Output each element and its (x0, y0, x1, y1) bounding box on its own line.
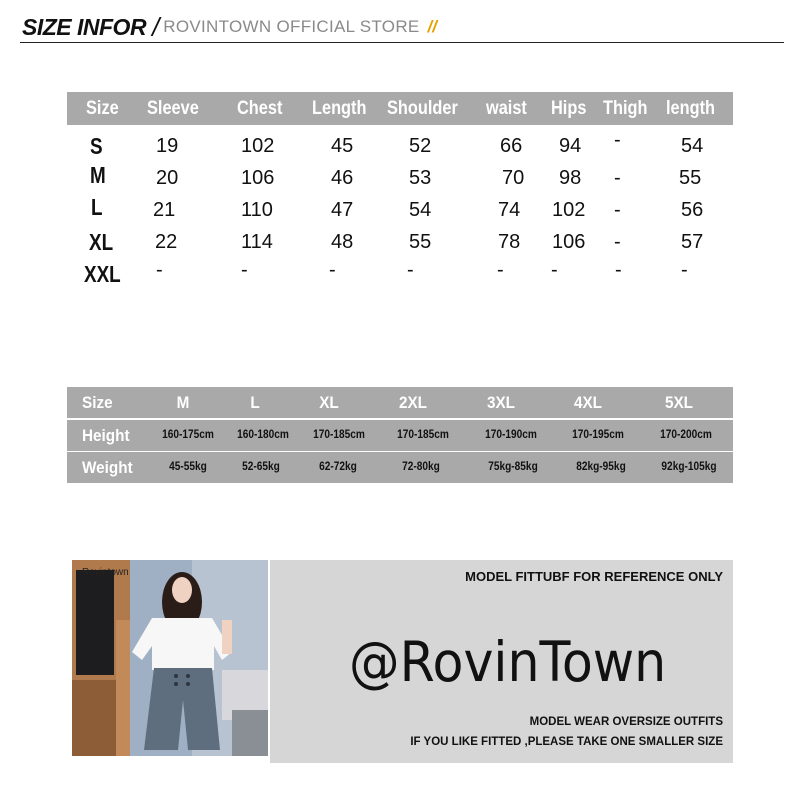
cell-length: 46 (331, 167, 354, 189)
brand-handle: @RovinTown (349, 630, 667, 694)
cell-shoulder: 53 (409, 167, 432, 189)
size-table-header (67, 92, 733, 125)
model-info-panel (270, 560, 733, 763)
cell-chest: 106 (241, 167, 275, 189)
header-cell-length-2: length (666, 98, 716, 119)
fit-size-l: L (250, 393, 260, 412)
fit-size-m: M (176, 393, 190, 412)
cell-sleeve: - (156, 259, 163, 281)
fit-size-4xl: 4XL (573, 393, 603, 412)
size-advice-note: IF YOU LIKE FITTED ,PLEASE TAKE ONE SMALLER SIZE (410, 736, 723, 748)
page-title: SIZE INFOR (22, 13, 147, 40)
cell-hips: 106 (552, 231, 586, 253)
cell-waist: - (497, 259, 504, 281)
oversize-note: MODEL WEAR OVERSIZE OUTFITS (529, 716, 723, 728)
cell-shoulder: 54 (409, 199, 432, 221)
fit-size-3xl: 3XL (486, 393, 516, 412)
cell-sleeve: 19 (156, 135, 179, 157)
cell-length-2: 54 (681, 135, 704, 157)
fit-height-cell: 170-195cm (572, 429, 624, 441)
header-divider (20, 42, 784, 43)
fit-weight-cell: 62-72kg (319, 461, 357, 473)
header-accent-mark: // (427, 17, 437, 36)
cell-length-2: 56 (681, 199, 704, 221)
header-cell-shoulder: Shoulder (387, 98, 458, 119)
cell-length: 45 (331, 135, 354, 157)
header-cell-length: Length (312, 98, 367, 119)
table-row (67, 258, 733, 290)
cell-chest: - (241, 259, 248, 281)
fit-height-label: Height (82, 426, 130, 445)
cell-thigh: - (615, 259, 622, 281)
cell-shoulder: 55 (409, 231, 432, 253)
fit-guide-table (67, 384, 733, 485)
cell-sleeve: 20 (156, 167, 179, 189)
cell-hips: 102 (552, 199, 586, 221)
fit-row-height (67, 420, 733, 451)
cell-waist: 74 (498, 199, 521, 221)
cell-length: 47 (331, 199, 354, 221)
cell-length-2: - (681, 259, 688, 281)
fit-height-cell: 170-185cm (313, 429, 365, 441)
cell-sleeve: 21 (153, 199, 176, 221)
table-row (67, 130, 733, 162)
cell-hips: - (551, 259, 558, 281)
table-row (67, 226, 733, 258)
page-header (22, 12, 437, 42)
cell-hips: 98 (559, 167, 582, 189)
size-measurement-table (67, 92, 733, 290)
row-size: S (90, 133, 103, 159)
cell-length: - (329, 259, 336, 281)
store-name: ROVINTOWN OFFICIAL STORE (163, 17, 420, 36)
row-size: XL (89, 229, 114, 255)
header-cell-hips: Hips (551, 98, 587, 119)
fit-height-cell: 160-175cm (162, 429, 214, 441)
cell-thigh: - (614, 199, 621, 221)
row-size: XXL (84, 261, 121, 287)
header-separator: / (152, 11, 160, 42)
header-cell-size: Size (86, 98, 119, 119)
table-row (67, 162, 733, 194)
cell-thigh: - (614, 231, 621, 253)
fit-weight-cell: 52-65kg (242, 461, 280, 473)
fit-weight-cell: 92kg-105kg (661, 461, 717, 473)
cell-chest: 114 (241, 231, 273, 253)
model-illustration (72, 560, 268, 756)
fit-weight-label: Weight (82, 458, 133, 477)
fit-height-cell: 160-180cm (237, 429, 289, 441)
fit-row-size (67, 387, 733, 418)
fit-weight-cell: 45-55kg (169, 461, 207, 473)
fit-weight-cell: 75kg-85kg (488, 461, 538, 473)
cell-thigh: - (614, 129, 621, 151)
photo-watermark: Rovintown (82, 567, 129, 578)
model-photo (72, 560, 268, 756)
row-size: M (90, 162, 106, 188)
fit-weight-cell: 72-80kg (402, 461, 440, 473)
fit-height-cell: 170-185cm (397, 429, 449, 441)
reference-note: MODEL FITTUBF FOR REFERENCE ONLY (465, 569, 723, 584)
fit-height-cell: 170-190cm (485, 429, 537, 441)
cell-waist: 66 (500, 135, 523, 157)
cell-thigh: - (614, 167, 621, 189)
cell-hips: 94 (559, 135, 582, 157)
cell-shoulder: - (407, 259, 414, 281)
header-cell-thigh: Thigh (603, 98, 648, 119)
fit-size-xl: XL (319, 393, 339, 412)
table-row (67, 194, 733, 226)
fit-size-2xl: 2XL (398, 393, 428, 412)
cell-waist: 70 (502, 167, 525, 189)
cell-length-2: 55 (679, 167, 702, 189)
fit-weight-cell: 82kg-95kg (576, 461, 626, 473)
cell-waist: 78 (498, 231, 521, 253)
header-cell-waist: waist (486, 98, 527, 119)
cell-length-2: 57 (681, 231, 704, 253)
cell-chest: 110 (241, 199, 273, 221)
fit-row-weight (67, 452, 733, 483)
header-cell-sleeve: Sleeve (147, 98, 199, 119)
row-size: L (91, 194, 103, 220)
header-cell-chest: Chest (237, 98, 283, 119)
cell-sleeve: 22 (155, 231, 178, 253)
cell-chest: 102 (241, 135, 275, 157)
fit-height-cell: 170-200cm (660, 429, 712, 441)
cell-length: 48 (331, 231, 354, 253)
cell-shoulder: 52 (409, 135, 432, 157)
fit-size-5xl: 5XL (664, 393, 694, 412)
fit-size-label: Size (82, 393, 113, 412)
